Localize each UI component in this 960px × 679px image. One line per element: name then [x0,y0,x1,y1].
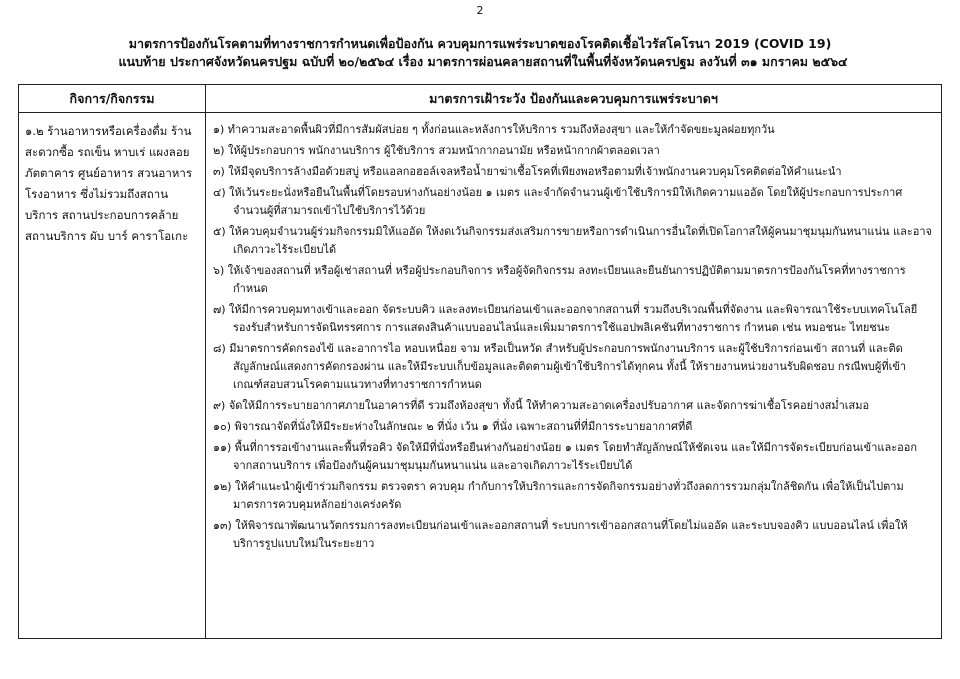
page-number: 2 [476,4,484,17]
document-subtitle: แนบท้าย ประกาศจังหวัดนครปฐม ฉบับที่ ๒๐/๒๕๖๔ เรื่อง มาตรการผ่อนคลายสถานที่ในพื้นที่จังหวัดนครปฐม ลงวันที่ ๓๑ มกราคม ๒๕๖๔ [118,54,848,69]
header-activity: กิจการ/กิจกรรม [69,91,155,106]
measure-item: ๖) ให้เจ้าของสถานที่ หรือผู้เช่าสถานที่ หรือผู้ประกอบกิจการ หรือผู้จัดกิจกรรม ลงทะเบียนและยืนยันการปฏิบัติตามมาตรการป้องกันโรคที่ทางราชการกำหนด [213,264,906,295]
measure-item: ๓) ให้มีจุดบริการล้างมือด้วยสบู่ หรือแอลกอฮอล์เจลหรือน้ำยาฆ่าเชื้อโรคที่เพียงพอหรือตามที่เจ้าพนักงานควบคุมโรคติดต่อให้คำแนะนำ [213,165,842,178]
header-measures: มาตรการเฝ้าระวัง ป้องกันและควบคุมการแพร่ระบาดฯ [429,91,718,106]
activity-cell: ๑.๒ ร้านอาหารหรือเครื่องดื่ม ร้านสะดวกซื้อ รถเข็น หาบเร่ แผงลอย ภัตตาคาร ศูนย์อาหาร สวนอาหาร โรงอาหาร ซึ่งไม่รวมถึงสถานบริการ สถานประกอบการคล้ายสถานบริการ ผับ บาร์ คาราโอเกะ [25,124,193,243]
measure-item: ๒) ให้ผู้ประกอบการ พนักงานบริการ ผู้ใช้บริการ สวมหน้ากากอนามัย หรือหน้ากากผ้าตลอดเวลา [213,144,660,157]
measure-item: ๙) จัดให้มีการระบายอากาศภายในอาคารที่ดี รวมถึงห้องสุขา ทั้งนี้ ให้ทำความสะอาดเครื่องปรับอากาศ และจัดการฆ่าเชื้อโรคอย่างสม่ำเสมอ [213,399,870,412]
document-title: มาตรการป้องกันโรคตามที่ทางราชการกำหนดเพื่อป้องกัน ควบคุมการแพร่ระบาดของโรคติดเชื้อไวรัสโคโรนา 2019 (COVID 19) [128,36,832,51]
measure-item: ๑๓) ให้พิจารณาพัฒนานวัตกรรมการลงทะเบียนก่อนเข้าและออกสถานที่ ระบบการเข้าออกสถานที่โดยไม่แออัด และระบบจองคิว แบบออนไลน์ เพื่อให้บริการรูปแบบใหม่ในระยะยาว [213,519,908,550]
measure-item: ๑๐) พิจารณาจัดที่นั่งให้มีระยะห่างในลักษณะ ๒ ที่นั่ง เว้น ๑ ที่นั่ง เฉพาะสถานที่ที่มีการระบายอากาศที่ดี [213,420,693,433]
measures-table [18,84,942,639]
measure-item: ๗) ให้มีการควบคุมทางเข้าและออก จัดระบบคิว และลงทะเบียนก่อนเข้าและออกจากสถานที่ รวมถึงบริเวณพื้นที่จัดงาน และพิจารณาใช้ระบบเทคโนโลยีรองรับสำหรับการจัดนิทรรศการ การแสดงสินค้าแบบออนไลน์และเพิ่มมาตรการใช้แอปพลิเคชันที่ทางราชการ กำหนด เช่น หมอชนะ ไทยชนะ [213,303,918,334]
measure-item: ๑๑) พื้นที่การรอเข้างานและพื้นที่รอคิว จัดให้มีที่นั่งหรือยืนห่างกันอย่างน้อย ๑ เมตร โดยทำสัญลักษณ์ให้ชัดเจน และให้มีการจัดระเบียบก่อนเข้าและออกจากสถานบริการ เพื่อป้องกันผู้คนมาชุมนุมกันหนาแน่น และอาจเกิดภาวะไร้ระเบียบได้ [213,441,917,472]
measure-item: ๔) ให้เว้นระยะนั่งหรือยืนในพื้นที่โดยรอบห่างกันอย่างน้อย ๑ เมตร และจำกัดจำนวนผู้เข้าใช้บริการมิให้เกิดความแออัด โดยให้ผู้ประกอบการประกาศจำนวนผู้ที่สามารถเข้าไปใช้บริการไว้ด้วย [213,186,903,217]
measure-item: ๑๒) ให้คำแนะนำผู้เข้าร่วมกิจกรรม ตรวจตรา ควบคุม กำกับการให้บริการและการจัดกิจกรรมอย่างทั่วถึงลดการรวมกลุ่มใกล้ชิดกัน เพื่อให้เป็นไปตามมาตรการควบคุมหลักอย่างเคร่งครัด [213,480,904,511]
column-divider [205,85,206,638]
measure-item: ๑) ทำความสะอาดพื้นผิวที่มีการสัมผัสบ่อย ๆ ทั้งก่อนและหลังการให้บริการ รวมถึงห้องสุขา และให้กำจัดขยะมูลฝอยทุกวัน [213,123,775,136]
measures-list [213,121,935,556]
table-header-row [19,85,941,113]
measure-item: ๕) ให้ควบคุมจำนวนผู้ร่วมกิจกรรมมิให้แออัด ให้งดเว้นกิจกรรมส่งเสริมการขายหรือการดำเนินการอื่นใดที่เปิดโอกาสให้ผู้คนมาชุมนุมกันหนาแน่น และอาจเกิดภาวะไร้ระเบียบได้ [213,225,932,256]
measure-item: ๘) มีมาตรการคัดกรองไข้ และอาการไอ หอบเหนื่อย จาม หรือเป็นหวัด สำหรับผู้ประกอบการพนักงานบริการ และผู้ใช้บริการก่อนเข้า สถานที่ และติดสัญลักษณ์แสดงการคัดกรองผ่าน และให้มีระบบเก็บข้อมูลและติดตามผู้เข้าใช้บริการได้ทุกคน ทั้งนี้ ให้รายงานหน่วยงานรับผิดชอบ กรณีพบผู้ที่เข้าเกณฑ์สอบสวนโรคตามแนวทางที่ทางราชการกำหนด [213,342,907,391]
